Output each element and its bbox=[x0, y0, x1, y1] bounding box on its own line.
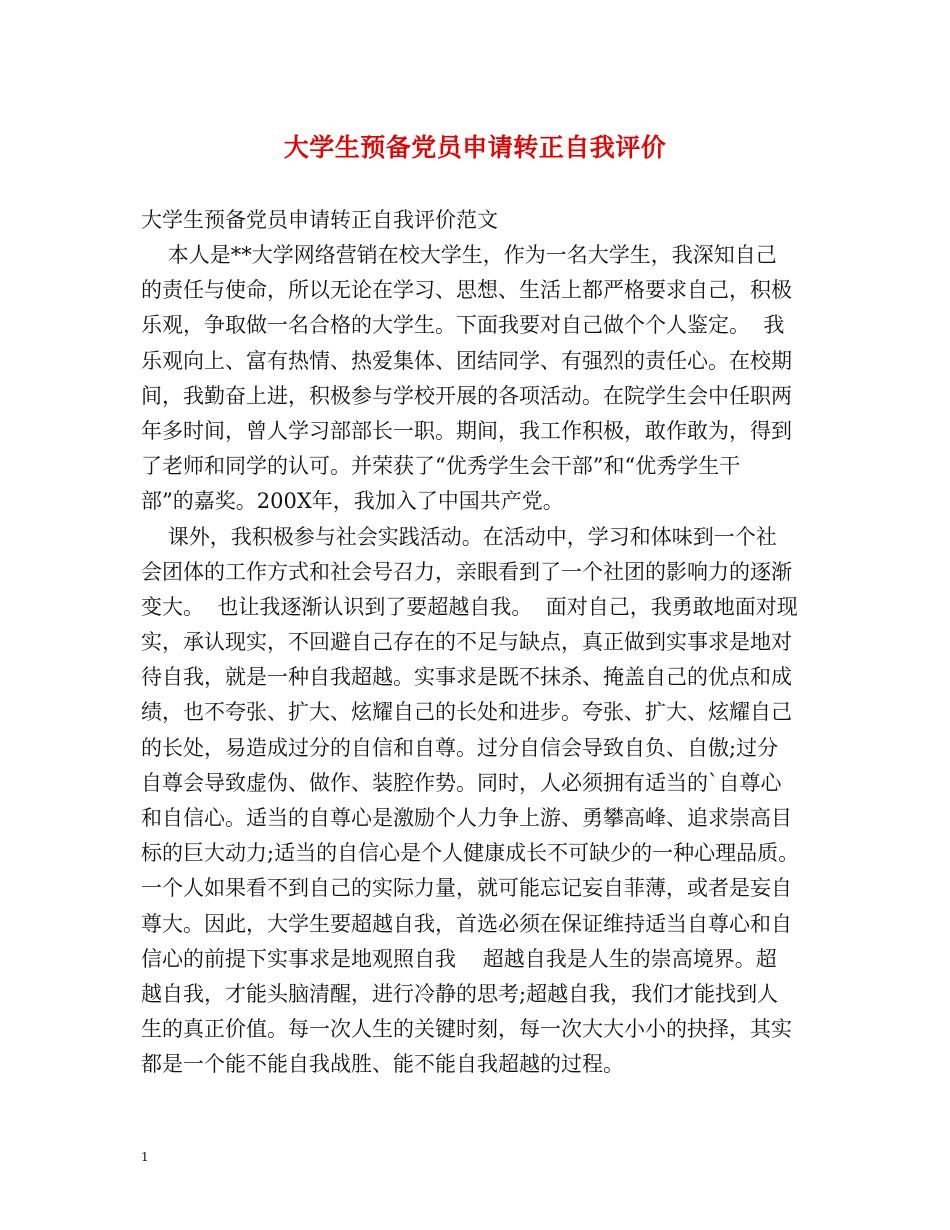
body-line: 的责任与使命，所以无论在学习、思想、生活上都严格要求自己，积极 bbox=[141, 278, 792, 303]
body-line: 间，我勤奋上进，积极参与学校开展的各项活动。在院学生会中任职两 bbox=[141, 383, 792, 408]
page-title: 大学生预备党员申请转正自我评价 bbox=[283, 133, 667, 162]
body-line: 课外，我积极参与社会实践活动。在活动中，学习和体味到一个社 bbox=[141, 524, 777, 549]
body-line: 标的巨大动力;适当的自信心是个人健康成长不可缺少的一种心理品质。 bbox=[141, 841, 800, 866]
body-line: 会团体的工作方式和社会号召力，亲眼看到了一个社团的影响力的逐渐 bbox=[141, 559, 792, 584]
body-line: 和自信心。适当的自尊心是激励个人力争上游、勇攀高峰、追求崇高目 bbox=[141, 806, 792, 830]
body-line: 部”的嘉奖。200X年，我加入了中国共产党。 bbox=[141, 489, 564, 514]
body-line: 实，承认现实，不回避自己存在的不足与缺点，真正做到实事求是地对 bbox=[141, 630, 792, 655]
body-line: 年多时间，曾人学习部部长一职。期间，我工作积极，敢作敢为，得到 bbox=[141, 418, 792, 443]
body-line: 尊大。因此，大学生要超越自我，首选必须在保证维持适当自尊心和自 bbox=[141, 911, 792, 936]
body-line: 绩，也不夸张、扩大、炫耀自己的长处和进步。夸张、扩大、炫耀自己 bbox=[141, 700, 792, 725]
document-body bbox=[141, 238, 831, 1083]
body-line: 乐观，争取做一名合格的大学生。下面我要对自己做个个人鉴定。 我 bbox=[141, 313, 785, 338]
page-number: 1 bbox=[141, 1150, 149, 1164]
body-line: 变大。 也让我逐渐认识到了要超越自我。 面对自己，我勇敢地面对现 bbox=[141, 594, 798, 619]
body-line: 自尊会导致虚伪、做作、装腔作势。同时，人必须拥有适当的`自尊心 bbox=[141, 770, 782, 795]
body-line: 乐观向上、富有热情、热爱集体、团结同学、有强烈的责任心。在校期 bbox=[141, 348, 792, 373]
body-line: 的长处，易造成过分的自信和自尊。过分自信会导致自负、自傲;过分 bbox=[141, 735, 779, 760]
body-line: 了老师和同学的认可。并荣获了“优秀学生会干部”和“优秀学生干 bbox=[141, 454, 741, 479]
body-line: 待自我，就是一种自我超越。实事求是既不抹杀、掩盖自己的优点和成 bbox=[141, 665, 792, 690]
body-line: 本人是**大学网络营销在校大学生，作为一名大学生，我深知自己 bbox=[141, 243, 777, 267]
body-line: 信心的前提下实事求是地观照自我 超越自我是人生的崇高境界。超 bbox=[141, 946, 777, 971]
body-line: 越自我，才能头脑清醒，进行冷静的思考;超越自我，我们才能找到人 bbox=[141, 981, 779, 1006]
document-subtitle: 大学生预备党员申请转正自我评价范文 bbox=[141, 208, 498, 232]
body-line: 都是一个能不能自我战胜、能不能自我超越的过程。 bbox=[141, 1052, 624, 1077]
body-line: 生的真正价值。每一次人生的关键时刻，每一次大大小小的抉择，其实 bbox=[141, 1017, 792, 1042]
body-line: 一个人如果看不到自己的实际力量，就可能忘记妄自菲薄，或者是妄自 bbox=[141, 876, 792, 901]
